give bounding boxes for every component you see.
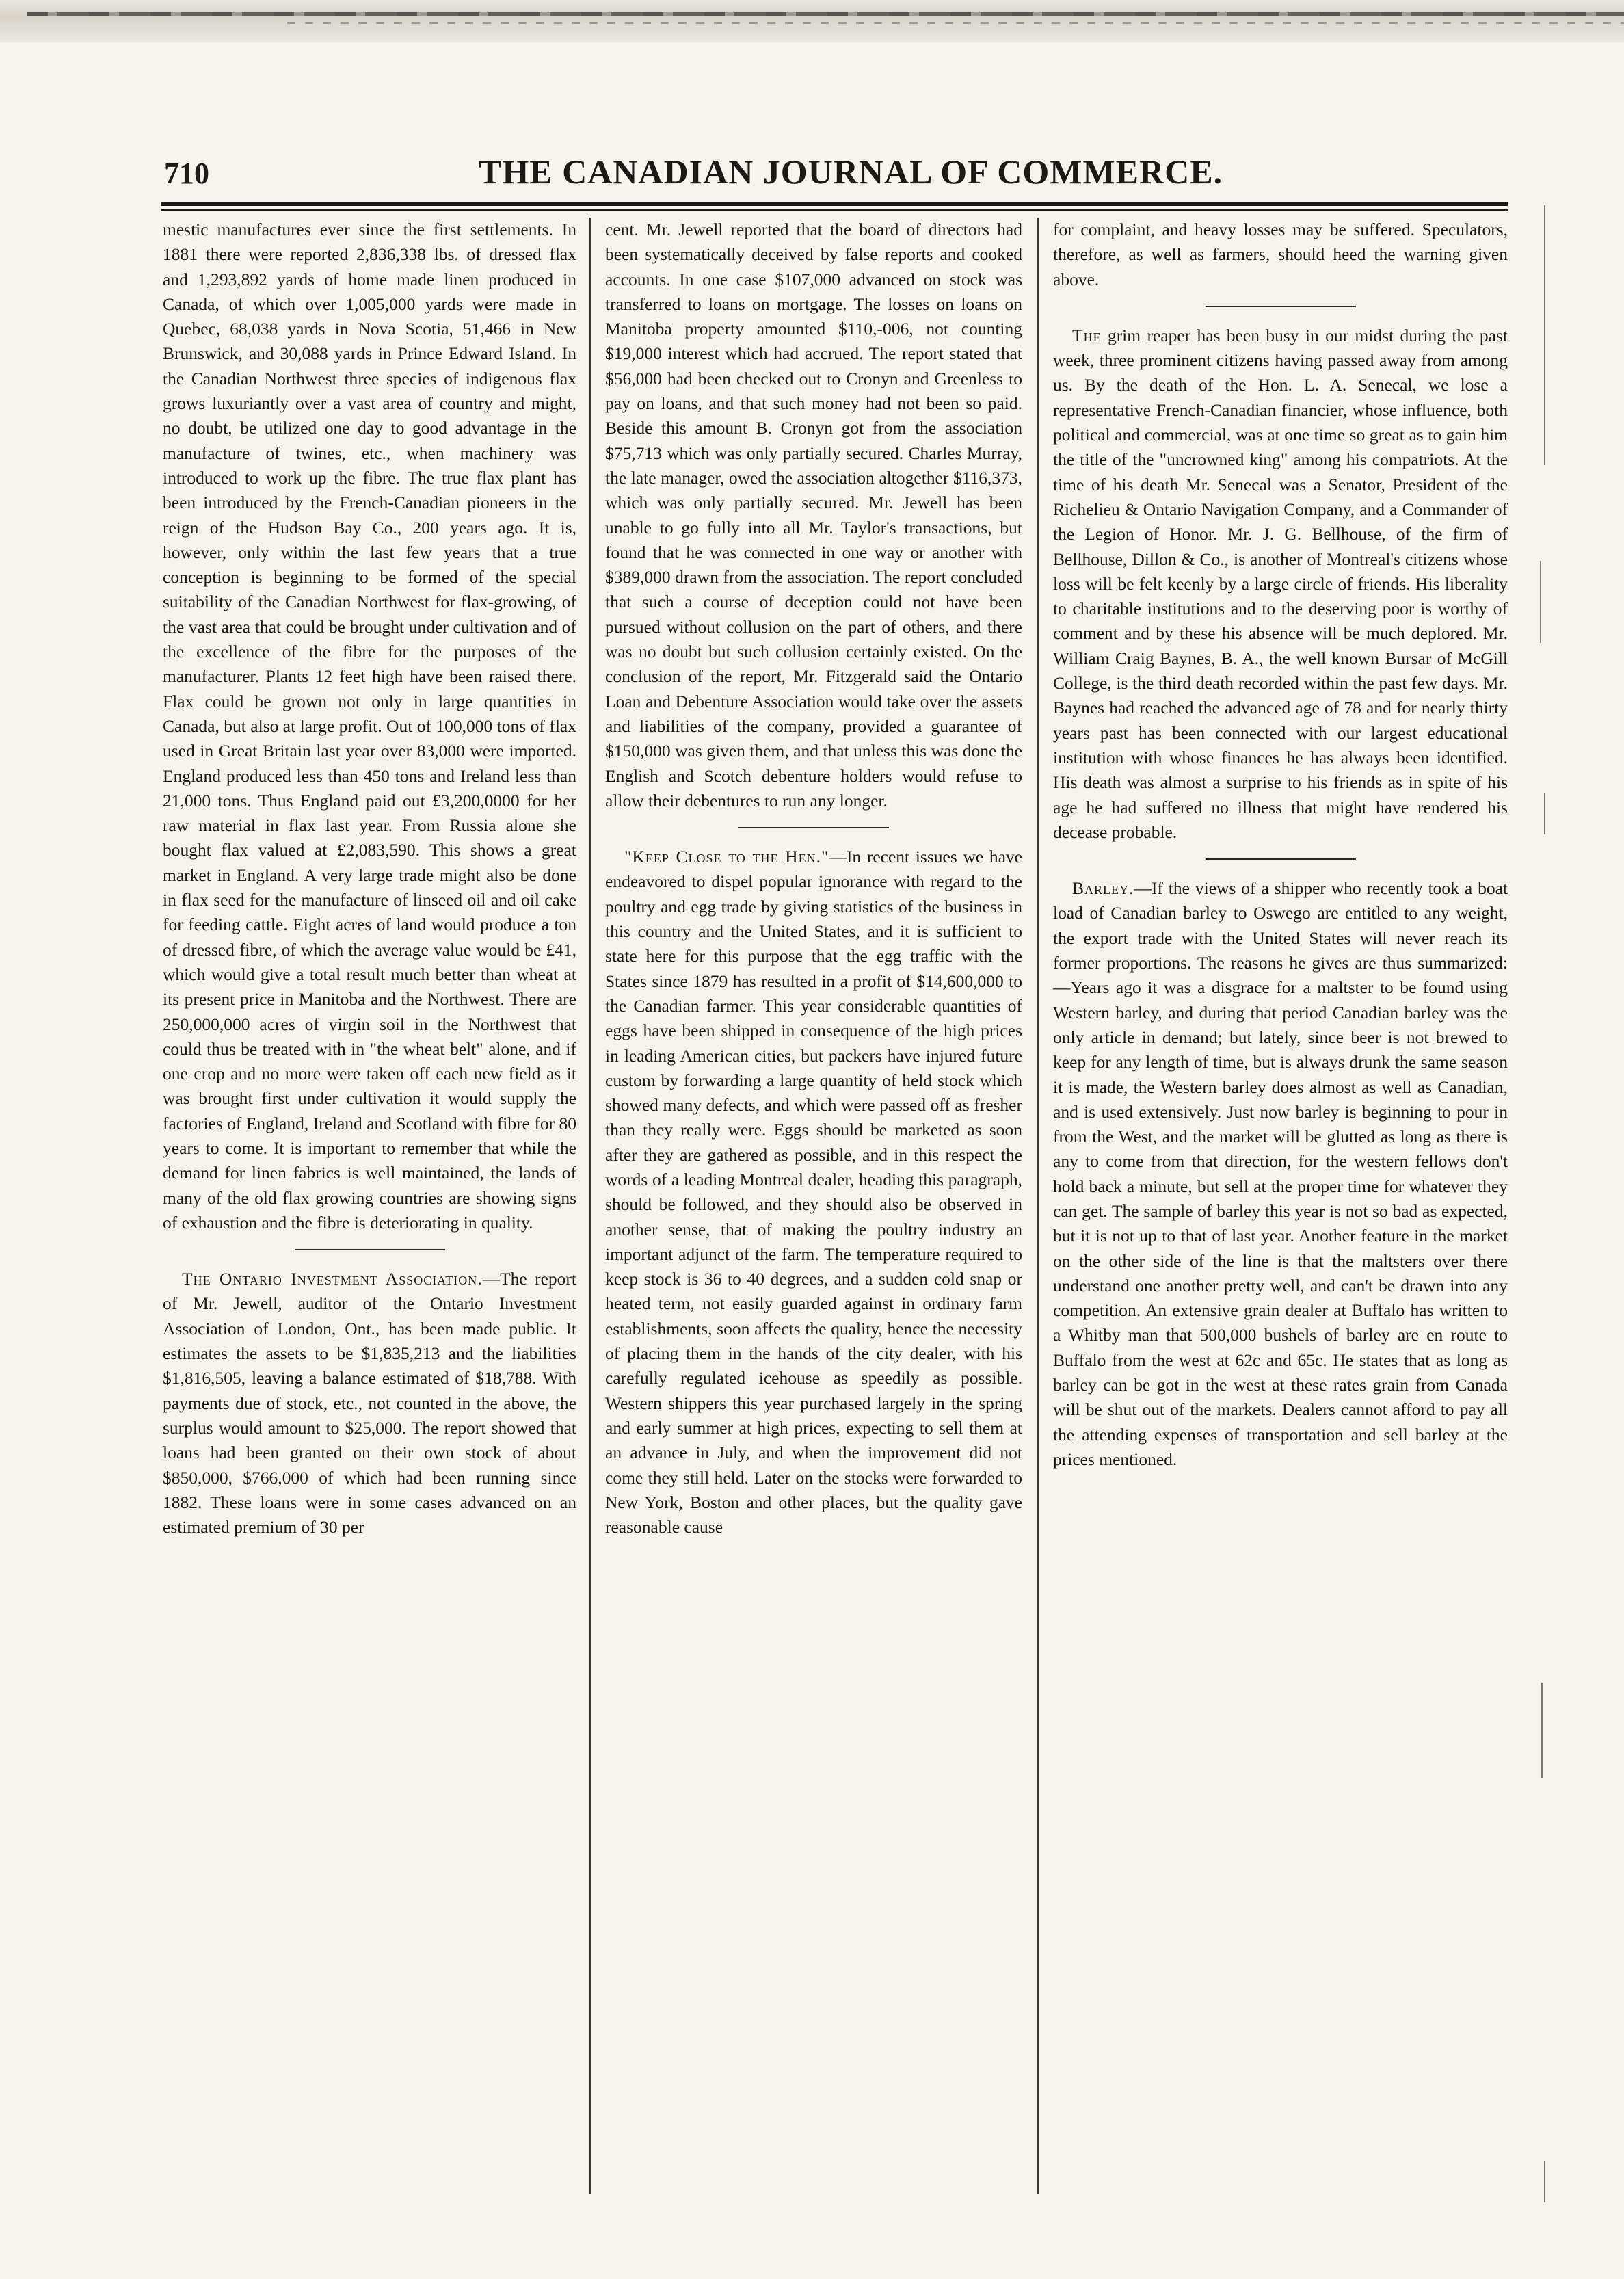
article-separator [1206,858,1356,860]
hen-article [605,845,1022,1540]
barley-article [1053,876,1508,1472]
grim-reaper-text: grim reaper has been busy in our midst during the past week, three prominent citizens having passed away from among us. By the death of the Hon. L. A. Senecal, we lose a representative French-Canadian financier, whose influence, both political and commercial, was at one time so great as to gain him the title of the "uncrowned king" among his compatriots. At the time of his death Mr. Senecal was a Senator, President of the Richelieu & Ontario Navigation Company, and a Commander of the Legion of Honor. Mr. J. G. Bellhouse, of the firm of Bellhouse, Dillon & Co., is another of Montreal's citizens whose loss will be felt keenly by a large circle of friends. His liberality to charitable institutions and to the deserving poor is worthy of comment and by these his absence will be much deplored. Mr. William Craig Baynes, B. A., the well known Bursar of McGill College, is the third death recorded within the past few days. Mr. Baynes had reached the advanced age of 78 and for nearly thirty years past has been connected with our largest educational institution with whose finances he has always been identified. His death was almost a surprise to his friends as in spite of his age he had suffered no illness that might have rendered his decease probable. [1053,325,1508,842]
article-separator [1206,306,1356,307]
hen-continued-text: for complaint, and heavy losses may be suffered. Speculators, therefore, as well as farmers, should heed the warning given above. [1053,220,1508,289]
ontario-investment-article [163,1267,576,1540]
column-divider-1 [589,218,591,2194]
flax-article-text: mestic manufactures ever since the first settlements. In 1881 there were reported 2,836,338 lbs. of dressed flax and 1,293,892 yards of home made linen produced in Canada, of which over 1,005,000 yards were made in Quebec, 68,038 yards in Nova Scotia, 51,466 in New Brunswick, and 30,088 yards in Prince Edward Island. In the Canadian Northwest three species of indigenous flax grows luxuriantly over a vast area of country and might, no doubt, be utilized one day to good advantage in the manufacture of twines, etc., when machinery was introduced to work up the fibre. The true flax plant has been introduced by the French-Canadian pioneers in the reign of the Hudson Bay Co., 200 years ago. It is, however, only within the last few years that a true conception is beginning to be formed of the special suitability of the Canadian Northwest for flax-growing, of the vast area that could be brought under cultivation and of the excellence of the fibre for the purposes of the manufacturer. Plants 12 feet high have been raised there. Flax could be grown not only in large quantities in Canada, but also at large profit. Out of 100,000 tons of flax used in Great Britain last year over 83,000 were imported. England produced less than 450 tons and Ireland less than 21,000 tons. Thus England paid out £3,200,0000 for her raw material in flax last year. From Russia alone she bought flax valued at £2,083,590. This shows a great market in England. A very large trade might also be done in flax seed for the manufacture of linseed oil and oil cake for feeding cattle. Eight acres of land would produce a ton of dressed fibre, of which the average value would be £41, which would give a total result much better than wheat at its present price in Manitoba and the Northwest. There are 250,000,000 acres of virgin soil in the Northwest that could thus be treated with in "the wheat belt" alone, and if one crop and no more were taken off each new field as it was brought first under cultivation it would supply the factories of England, Ireland and Scotland with fibre for 80 years to come. It is important to remember that while the demand for linen fabrics is well maintained, the lands of many of the old flax growing countries are showing signs of exhaustion and the fibre is deteriorating in quality. [163,220,576,1233]
ontario-investment-text: —The report of Mr. Jewell, auditor of the Ontario Investment Association of London, Ont., has been made public. It estimates the assets to be $1,835,213 and the liabilities $1,816,505, leaving a balance estimated of $18,788. With payments due of stock, etc., not counted in the above, the surplus would amount to $25,000. The report showed that loans had been granted on their own stock of about $850,000, $766,000 of which had been running since 1882. These loans were in some cases advanced on an estimated premium of 30 per [163,1269,576,1538]
scan-streak [27,12,1624,16]
hen-article-text: —In recent issues we have endeavored to dispel popular ignorance with regard to the poultry and egg trade by giving statistics of the business in this country and the United States, and it is sufficient to state here for this purpose that the egg traffic with the States since 1879 has resulted in a profit of $14,600,000 to the Canadian farmer. This year considerable quantities of eggs have been shipped in consequence of the high prices in leading American cities, but packers have injured future custom by forwarding a large quantity of held stock which showed many defects, and which were passed off as fresher than they really were. Eggs should be marketed as soon after they are gathered as possible, and in this respect the words of a leading Montreal dealer, heading this paragraph, should be followed, and they should also be observed in another sense, that of making the poultry industry an important adjunct of the farm. The temperature required to keep stock is 36 to 40 degrees, and a sudden cold snap or heated term, not easily guarded against in ordinary farm establishments, soon affects the quality, hence the necessity of placing them in the hands of the city dealer, with his carefully regulated icehouse as speedily as possible. Western shippers this year purchased largely in the spring and early summer at high prices, expecting to sell them at an advance in July, and when the improvement did not come they still held. Later on the stocks were forwarded to New York, Boston and other places, but the quality gave reasonable cause [605,847,1022,1538]
barley-heading: Barley. [1072,878,1134,899]
column-2 [605,218,1022,1540]
column-3 [1053,218,1508,1472]
article-separator [295,1249,445,1250]
journal-title: THE CANADIAN JOURNAL OF COMMERCE. [479,153,1223,191]
scan-top-edge [0,0,1624,42]
investment-continued-text: cent. Mr. Jewell reported that the board of directors had been systematically deceived by false reports and cooked accounts. In one case $107,000 advanced on stock was transferred to loans on mortgage. The losses on loans on Manitoba property amounted $110,-006, not counting $19,000 interest which had accrued. The report stated that $56,000 had been checked out to Cronyn and Greenless to pay on loans, and that such money had not been so paid. Beside this amount B. Cronyn got from the association $75,713 which was only partially secured. Charles Murray, the late manager, owed the association altogether $116,373, which was only partially secured. Mr. Jewell has been unable to go fully into all Mr. Taylor's transactions, but found that he was connected in one way or another with $389,000 drawn from the association. The report concluded that such a course of deception could not have been pursued without collusion on the part of others, and there was no doubt but such collusion certainly existed. On the conclusion of the report, Mr. Fitzgerald said the Ontario Loan and Debenture Association would take over the assets and liabilities of the company, provided a guarantee of $150,000 was given them, and that unless this was done the English and Scotch debenture holders would refuse to allow their debentures to run any longer. [605,220,1022,811]
page-number: 710 [164,157,209,190]
scan-margin-marks [1537,178,1565,2230]
column-divider-2 [1037,218,1039,2194]
scan-streak-faint [287,22,1624,24]
grim-reaper-lead: The [1072,325,1102,345]
grim-reaper-article [1053,324,1508,845]
header-rule-thin [161,209,1508,211]
article-separator [738,827,889,828]
header-rule-thick [161,202,1508,206]
ontario-investment-heading: The Ontario Investment Association. [182,1269,483,1289]
column-1 [163,218,576,1540]
hen-article-heading: "Keep Close to the Hen." [624,847,829,867]
barley-text: —If the views of a shipper who recently took a boat load of Canadian barley to Oswego are entitled to any weight, the export trade with the United States will never reach its former proportions. The reasons he gives are thus summarized:—Years ago it was a disgrace for a maltster to be found using Western barley, and during that period Canadian barley was the only article in demand; but lately, since beer is not brewed to keep for any length of time, but is always drunk the same season it is made, the Western barley does almost as well as Canadian, and is used extensively. Just now barley is beginning to pour in from the West, and the market will be glutted as long as there is any to come from that direction, for the western fellows don't hold back a minute, but sell at the proper time for whatever they can get. The sample of barley this year is not so bad as expected, but it is not up to that of last year. Another feature in the market on the other side of the line is that the maltsters over there understand one another pretty well, and can't be drawn into any competition. An extensive grain dealer at Buffalo has written to a Whitby man that 500,000 bushels of barley are en route to Buffalo from the west at 62c and 65c. He states that as long as barley can be got in the west at these rates grain from Canada will be shut out of the markets. Dealers cannot afford to pay all the attending expenses of transportation and sell barley at the prices mentioned. [1053,878,1508,1469]
